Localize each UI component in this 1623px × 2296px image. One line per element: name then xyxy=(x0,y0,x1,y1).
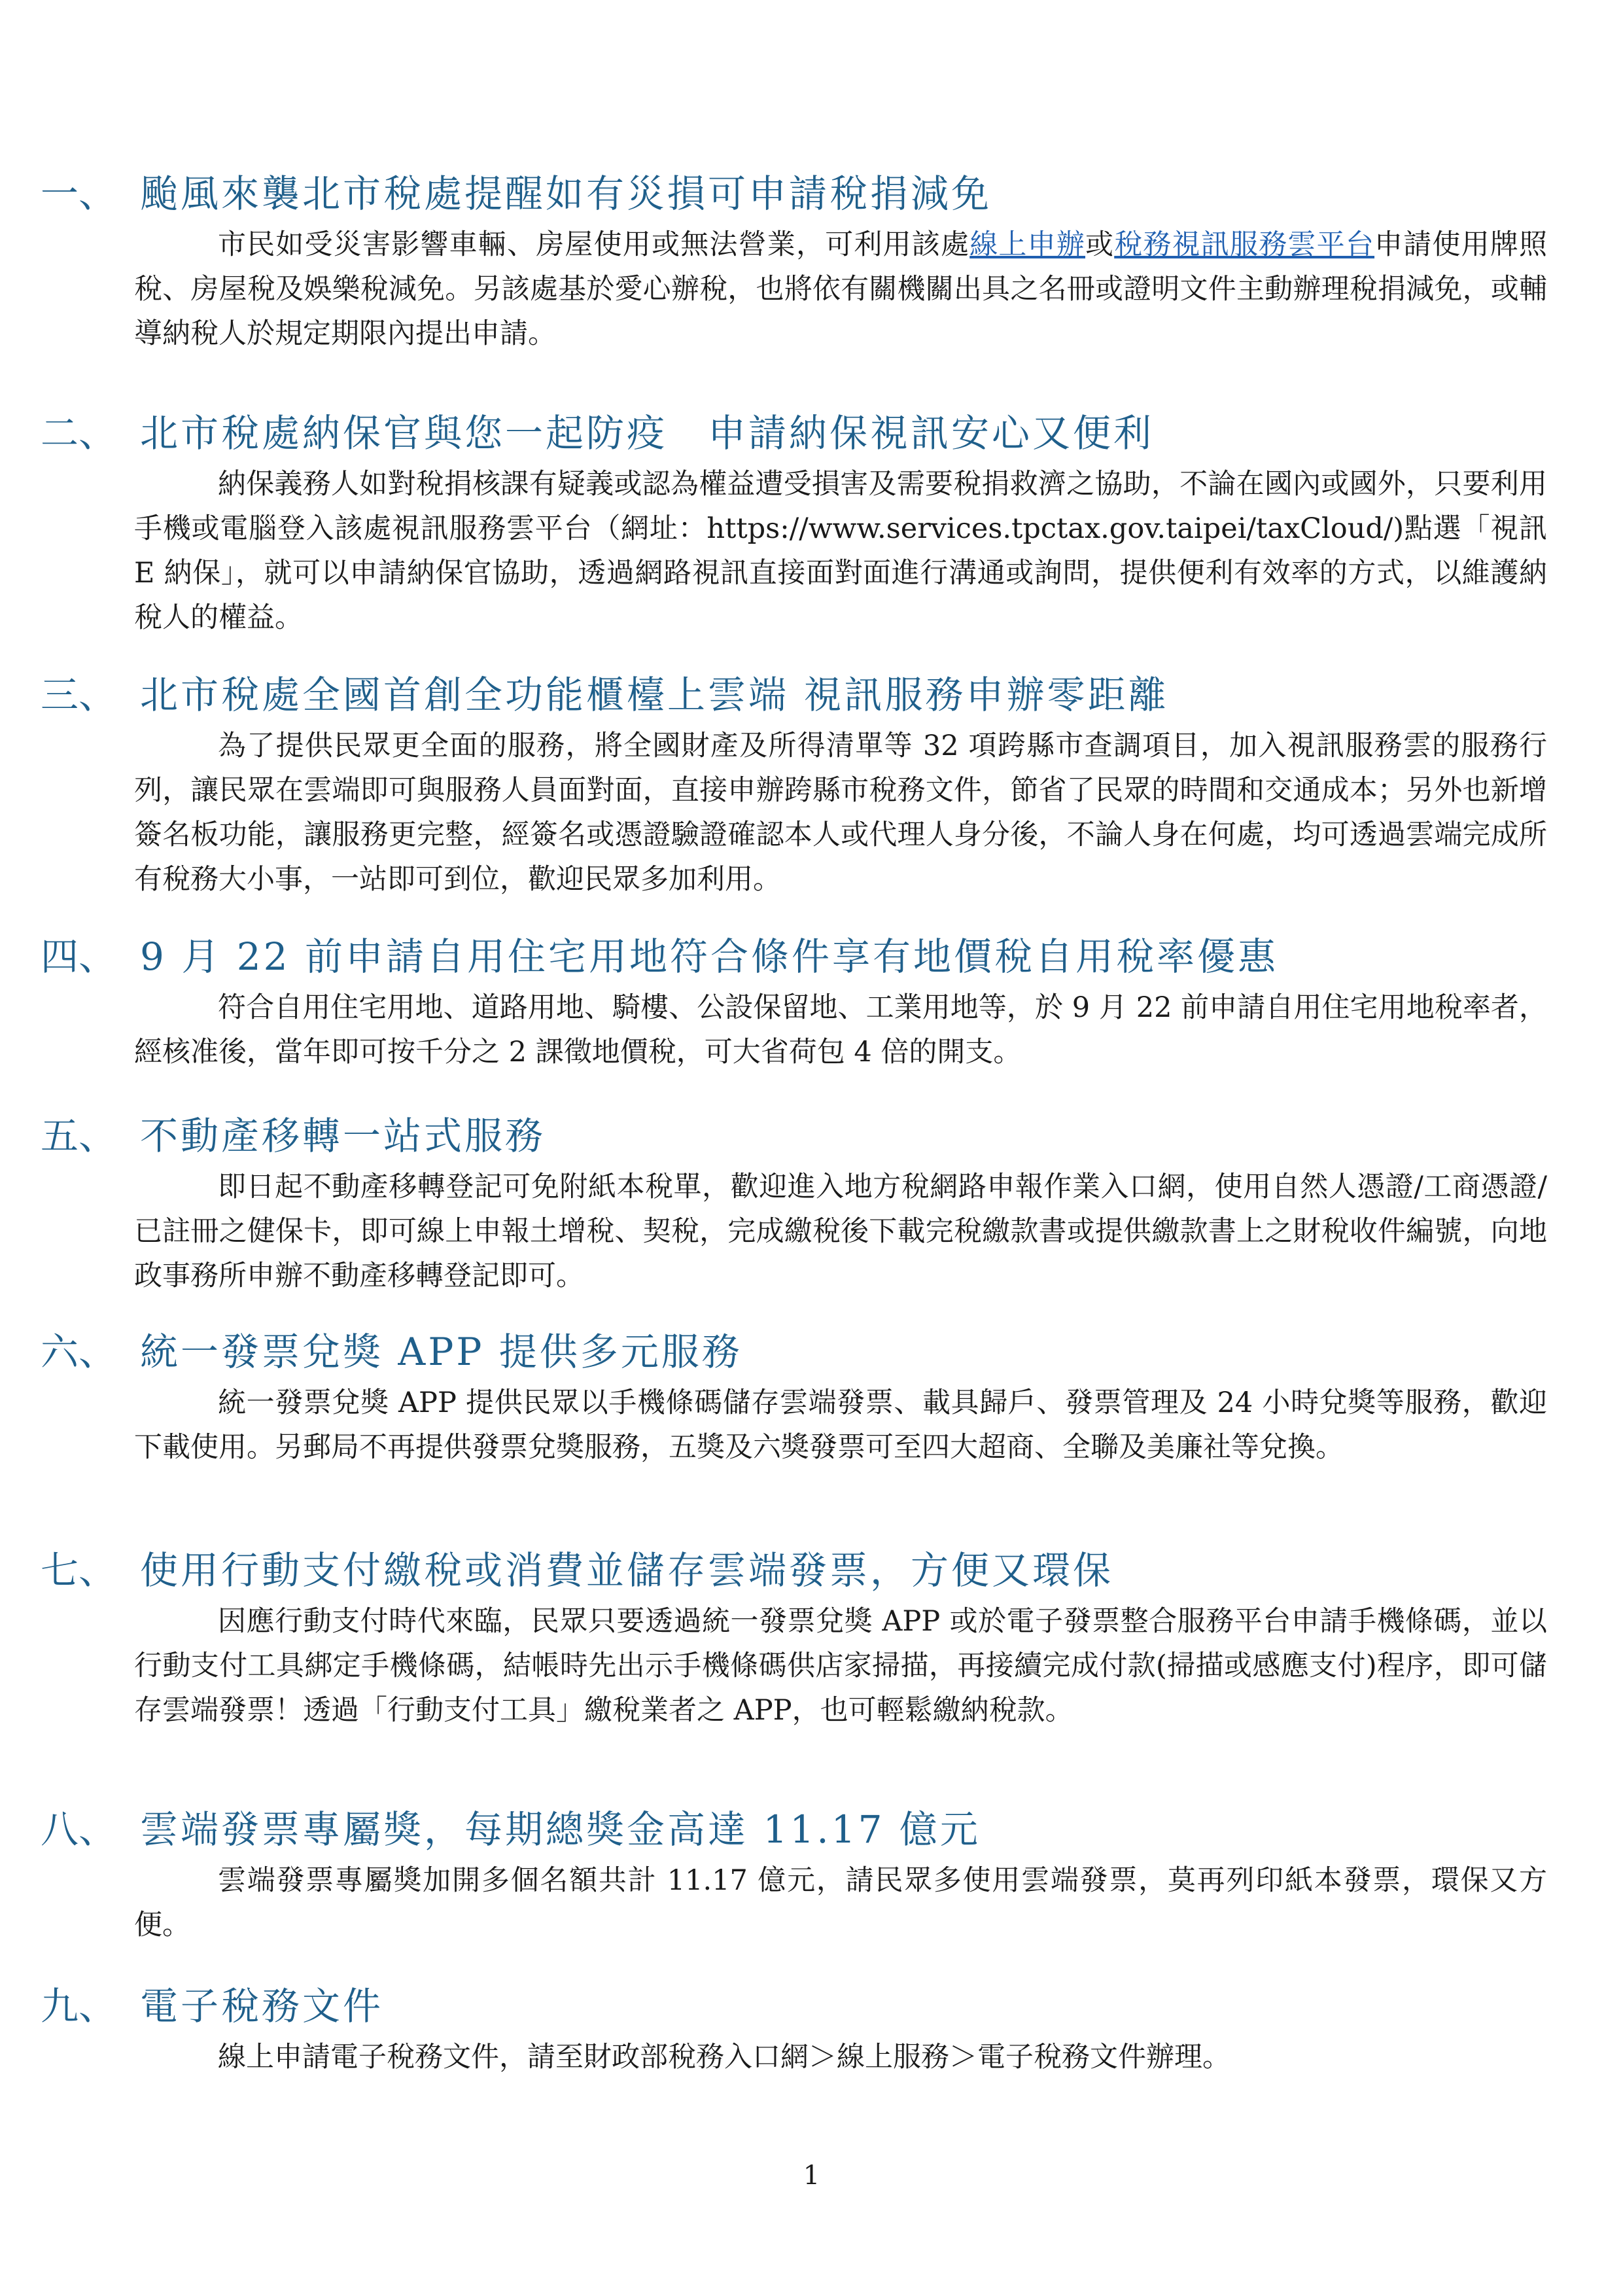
section-9-title: 電子稅務文件 xyxy=(140,1984,384,2028)
section-2-heading xyxy=(41,407,1154,459)
section-7-heading xyxy=(41,1544,1113,1597)
section-3-heading xyxy=(41,669,1168,721)
section-3-text: 為了提供民眾更全面的服務，將全國財產及所得清單等 32 項跨縣市查調項目，加入視訊服務雲的服務行列，讓民眾在雲端即可與服務人員面對面，直接申辦跨縣市稅務文件，節省了民眾的時間和交通成本；另外也新增簽名板功能，讓服務更完整，經簽名或憑證驗證確認本人或代理人身分後，不論人身在何處，均可透過雲端完成所有稅務大小事，一站即可到位，歡迎民眾多加利用。 xyxy=(134,730,1547,896)
section-2-text: 納保義務人如對稅捐核課有疑義或認為權益遭受損害及需要稅捐救濟之協助，不論在國內或國外，只要利用手機或電腦登入該處視訊服務雲平台（網址：https://www.services.tpctax.gov.taipei/taxCloud/)點選「視訊 E 納保」，就可以申請納保官協助，透過網路視訊直接面對面進行溝通或詢問，提供便利有效率的方式，以維護納稅人的權益。 xyxy=(134,468,1547,634)
section-6-body xyxy=(134,1381,1547,1470)
section-5-body xyxy=(134,1165,1547,1298)
section-6-text: 統一發票兌獎 APP 提供民眾以手機條碼儲存雲端發票、載具歸戶、發票管理及 24 小時兌獎等服務，歡迎下載使用。另郵局不再提供發票兌獎服務，五獎及六獎發票可至四大超商、全聯及美廉社等兌換。 xyxy=(134,1386,1547,1464)
section-6-title: 統一發票兌獎 APP 提供多元服務 xyxy=(140,1330,742,1374)
section-8-number: 八、 xyxy=(41,1807,117,1852)
section-1-text-mid: 或 xyxy=(1085,228,1115,261)
section-9-number: 九、 xyxy=(41,1984,117,2028)
section-8-text: 雲端發票專屬獎加開多個名額共計 11.17 億元，請民眾多使用雲端發票，莫再列印紙本發票，環保又方便。 xyxy=(134,1864,1547,1941)
section-2-number: 二、 xyxy=(41,411,117,455)
section-1-text-before: 市民如受災害影響車輛、房屋使用或無法營業，可利用該處 xyxy=(218,228,970,261)
section-2-title: 北市稅處納保官與您一起防疫 申請納保視訊安心又便利 xyxy=(140,411,1155,455)
section-5-title: 不動產移轉一站式服務 xyxy=(140,1114,546,1158)
section-9-body xyxy=(134,2035,1547,2079)
section-4-number: 四、 xyxy=(41,934,117,979)
section-7-body xyxy=(134,1599,1547,1733)
section-1-text-after: 申請使用牌照稅、房屋稅及娛樂稅減免。另該處基於愛心辦稅，也將依有關機關出具之名冊或證明文件主動辦理稅捐減免，或輔導納稅人於規定期限內提出申請。 xyxy=(134,228,1548,350)
section-5-heading xyxy=(41,1110,546,1162)
section-1-heading xyxy=(41,168,992,220)
section-6-heading xyxy=(41,1326,742,1378)
section-9-heading xyxy=(41,1980,383,2032)
section-3-body xyxy=(134,724,1547,902)
section-1-body xyxy=(134,222,1547,356)
section-1-title: 颱風來襲北市稅處提醒如有災損可申請稅捐減免 xyxy=(140,171,992,216)
section-4-title: 9 月 22 前申請自用住宅用地符合條件享有地價稅自用稅率優惠 xyxy=(140,934,1279,979)
section-3-title: 北市稅處全國首創全功能櫃檯上雲端 視訊服務申辦零距離 xyxy=(140,673,1169,717)
section-7-number: 七、 xyxy=(41,1548,117,1593)
section-5-number: 五、 xyxy=(41,1114,117,1158)
section-6-number: 六、 xyxy=(41,1330,117,1374)
section-8-title: 雲端發票專屬獎，每期總獎金高達 11.17 億元 xyxy=(140,1807,981,1852)
section-1-number: 一、 xyxy=(41,171,117,216)
section-4-heading xyxy=(41,930,1278,983)
section-3-number: 三、 xyxy=(41,673,117,717)
section-4-body xyxy=(134,985,1547,1074)
page-number: 1 xyxy=(803,2161,820,2191)
section-9-text: 線上申請電子稅務文件，請至財政部稅務入口網＞線上服務＞電子稅務文件辦理。 xyxy=(218,2041,1230,2074)
section-8-heading xyxy=(41,1803,981,1856)
section-4-text: 符合自用住宅用地、道路用地、騎樓、公設保留地、工業用地等，於 9 月 22 前申請自用住宅用地稅率者，經核准後，當年即可按千分之 2 課徵地價稅，可大省荷包 4 倍的開支。 xyxy=(134,991,1547,1069)
tax-video-cloud-link[interactable]: 稅務視訊服務雲平台 xyxy=(1114,228,1375,261)
online-application-link[interactable]: 線上申辦 xyxy=(969,228,1086,261)
section-8-body xyxy=(134,1858,1547,1947)
section-7-text: 因應行動支付時代來臨，民眾只要透過統一發票兌獎 APP 或於電子發票整合服務平台申請手機條碼，並以行動支付工具綁定手機條碼，結帳時先出示手機條碼供店家掃描，再接續完成付款(掃描或感應支付)程序，即可儲存雲端發票！透過「行動支付工具」繳稅業者之 APP，也可輕鬆繳納稅款。 xyxy=(134,1605,1547,1727)
section-5-text: 即日起不動產移轉登記可免附紙本稅單，歡迎進入地方稅網路申報作業入口網，使用自然人憑證/工商憑證/已註冊之健保卡，即可線上申報土增稅、契稅，完成繳稅後下載完稅繳款書或提供繳款書上之財稅收件編號，向地政事務所申辦不動產移轉登記即可。 xyxy=(134,1171,1547,1292)
section-2-body xyxy=(134,462,1547,640)
section-7-title: 使用行動支付繳稅或消費並儲存雲端發票，方便又環保 xyxy=(140,1548,1114,1593)
